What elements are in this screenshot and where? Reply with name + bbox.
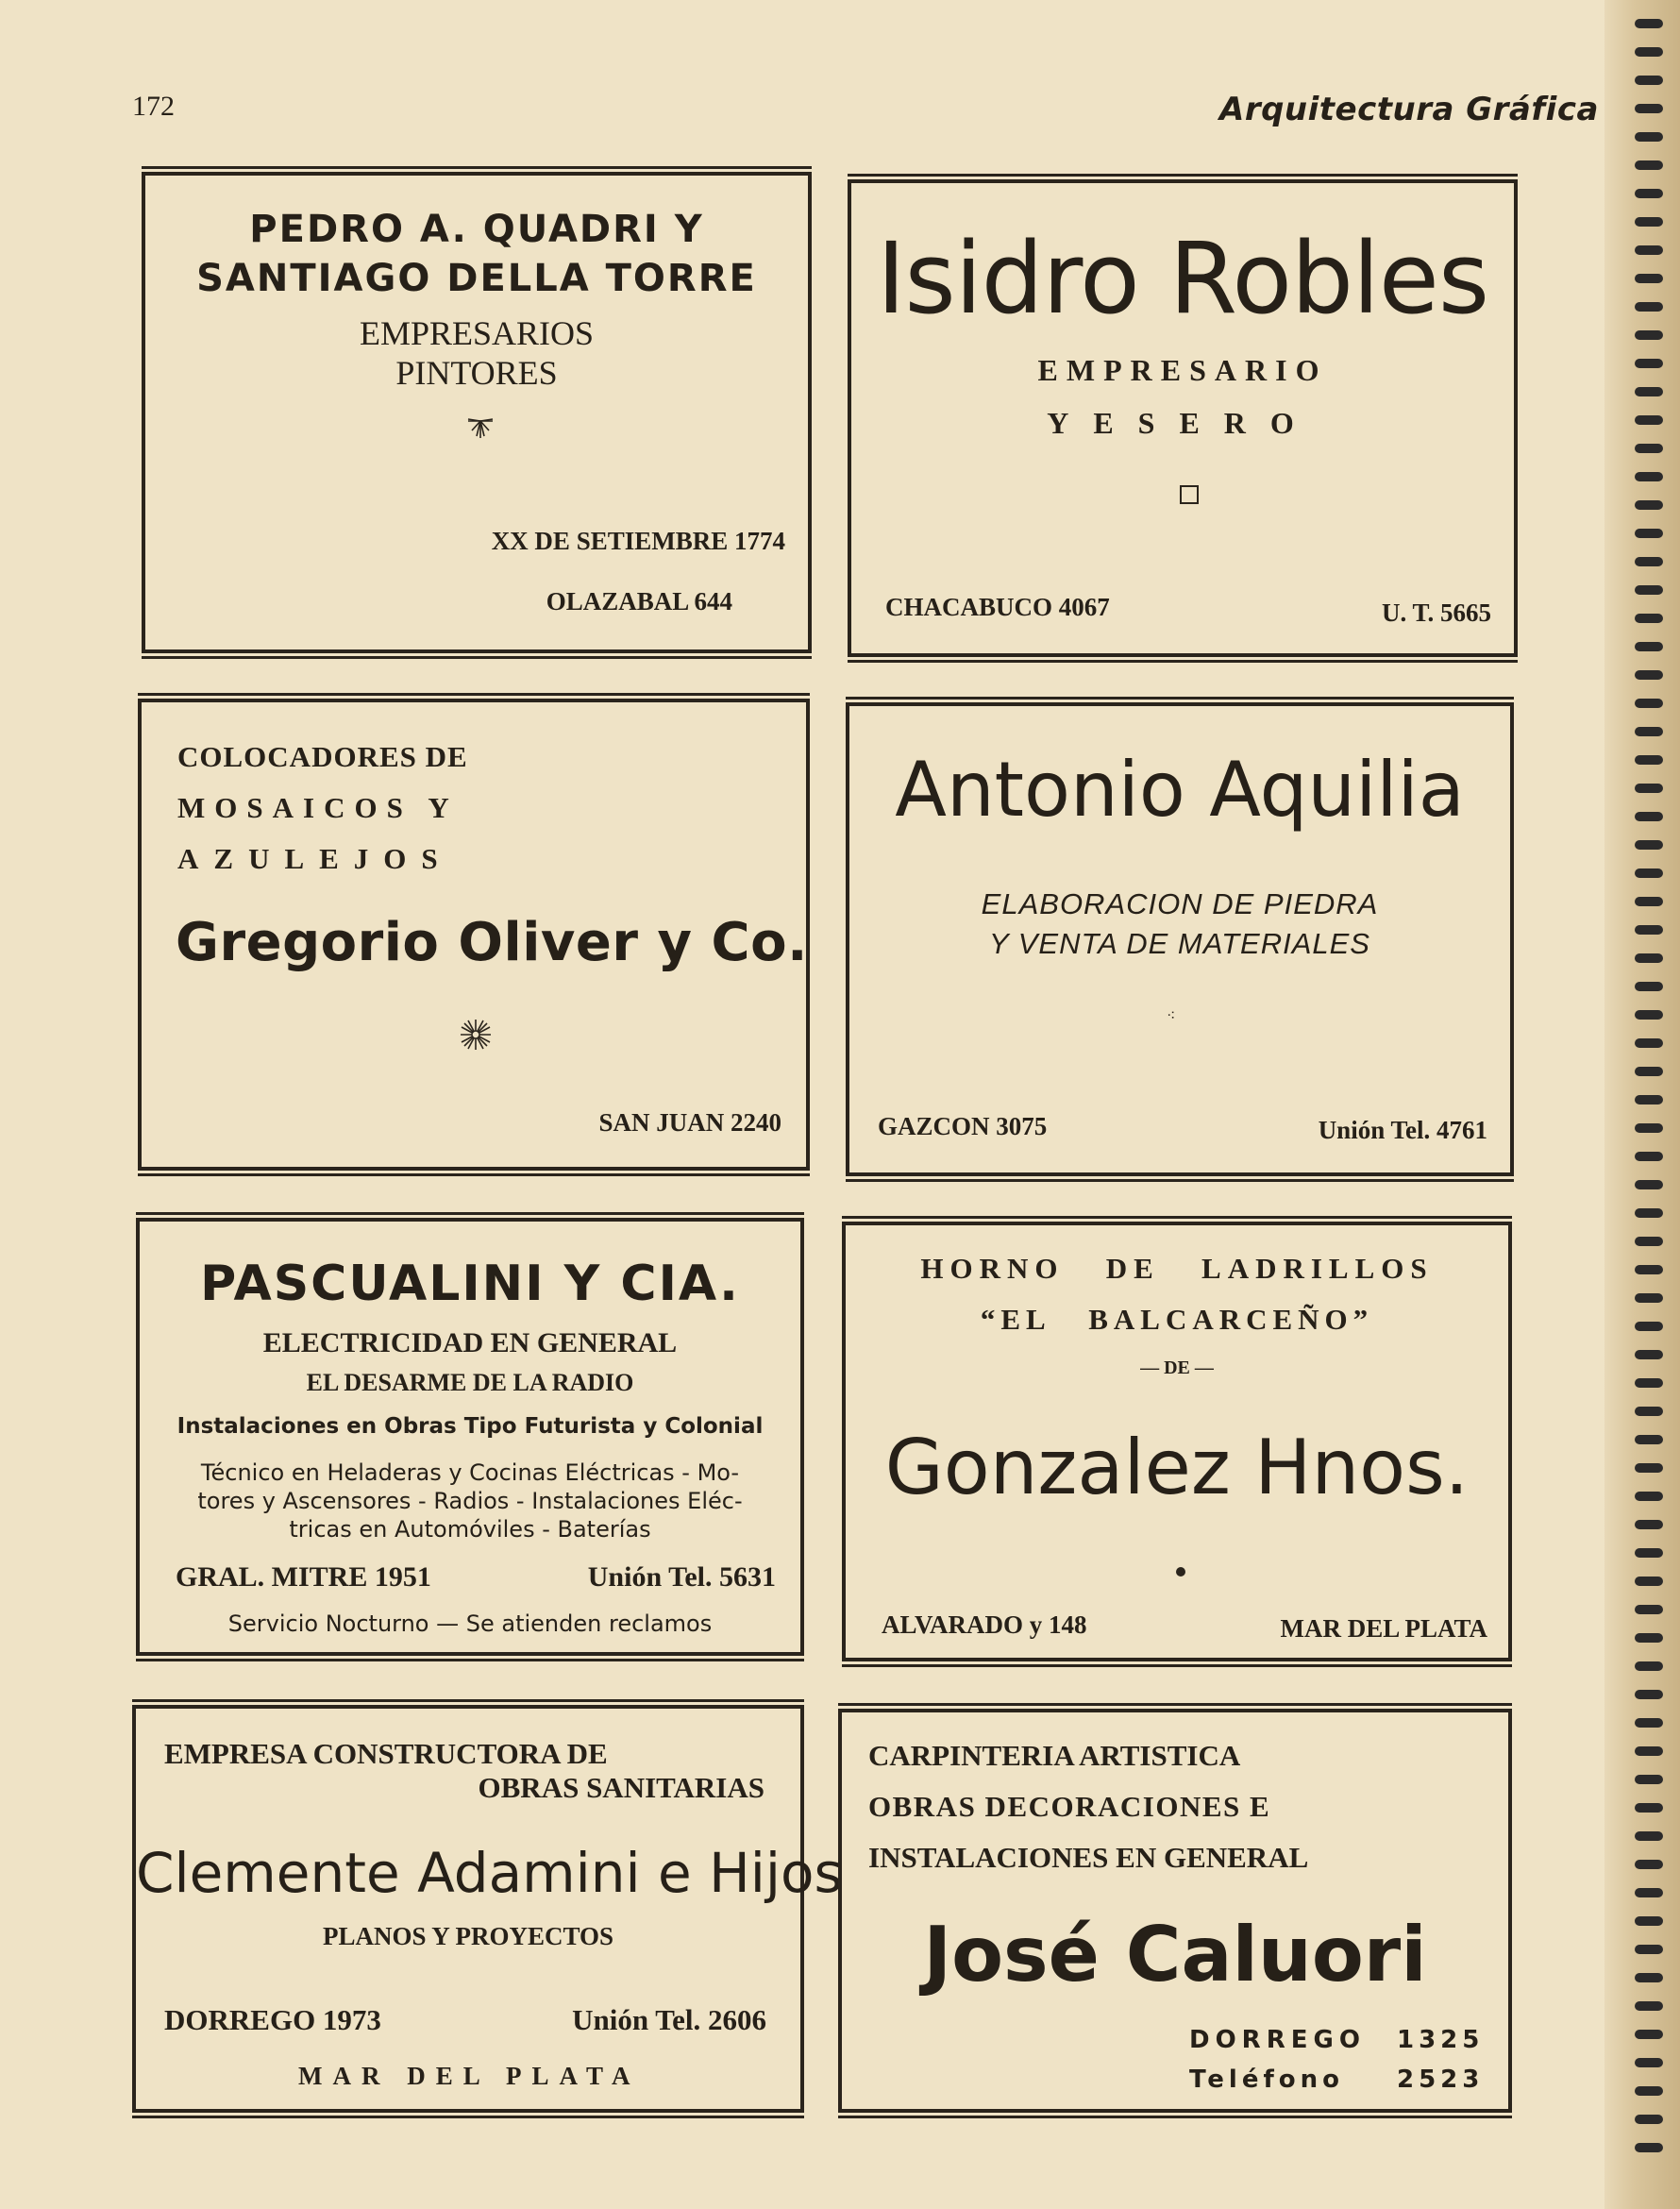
binding-ring <box>1631 1123 1669 1135</box>
ad-adamini-line3: PLANOS Y PROYECTOS <box>322 1922 614 1950</box>
ad-robles-address: CHACABUCO 4067 <box>885 593 1110 621</box>
binding-ring <box>1631 1661 1669 1673</box>
square-ornament-icon <box>1180 485 1199 504</box>
binding-ring <box>1631 1746 1669 1758</box>
ad-aquilia-name: Antonio Aquilia <box>895 746 1465 834</box>
binding-ring <box>1631 2115 1669 2126</box>
binding-ring <box>1631 2001 1669 2013</box>
binding-ring <box>1631 132 1669 143</box>
sunburst-ornament-icon <box>466 417 495 440</box>
binding-ring <box>1631 1067 1669 1078</box>
binding-ring <box>1631 330 1669 342</box>
binding-ring <box>1631 1548 1669 1560</box>
binding-ring <box>1631 1322 1669 1333</box>
ad-gonzalez-line1: HORNO DE LADRILLOS <box>920 1252 1434 1285</box>
binding-ring <box>1631 444 1669 455</box>
ad-adamini-city: MAR DEL PLATA <box>298 2062 641 2090</box>
spiral-binding <box>1631 19 1672 2171</box>
ad-pascualini-line2: EL DESARME DE LA RADIO <box>306 1369 634 1396</box>
binding-ring <box>1631 1010 1669 1021</box>
binding-ring <box>1631 812 1669 823</box>
binding-ring <box>1631 359 1669 370</box>
ad-caluori-address-num: 1325 <box>1397 2026 1485 2054</box>
binding-ring <box>1631 840 1669 852</box>
ad-gonzalez <box>842 1222 1512 1661</box>
binding-ring <box>1631 1208 1669 1220</box>
binding-ring <box>1631 755 1669 767</box>
ad-caluori-line3: INSTALACIONES EN GENERAL <box>868 1841 1309 1874</box>
binding-ring <box>1631 1463 1669 1475</box>
ad-aquilia <box>846 702 1514 1176</box>
ad-pascualini-line1: ELECTRICIDAD EN GENERAL <box>262 1327 678 1358</box>
binding-ring <box>1631 670 1669 682</box>
ad-quadri-role-line1: EMPRESARIOS <box>359 314 595 352</box>
binding-ring <box>1631 387 1669 398</box>
page-number: 172 <box>132 91 175 122</box>
ad-pascualini-body3: tricas en Automóviles - Baterías <box>289 1516 651 1543</box>
ad-pascualini-line3: Instalaciones en Obras Tipo Futurista y Colonial <box>176 1414 764 1439</box>
binding-ring <box>1631 1407 1669 1418</box>
ad-robles <box>848 179 1518 657</box>
binding-ring <box>1631 1520 1669 1531</box>
ad-pascualini-body2: tores y Ascensores - Radios - Instalaciones Eléc- <box>197 1488 743 1514</box>
ad-quadri-name-line1: PEDRO A. QUADRI Y <box>249 208 704 251</box>
binding-ring <box>1631 302 1669 313</box>
ad-robles-role-line2: YESERO <box>1047 406 1319 440</box>
ad-quadri-name-line2: SANTIAGO DELLA TORRE <box>196 257 757 300</box>
binding-ring <box>1631 1860 1669 1871</box>
binding-ring <box>1631 19 1669 30</box>
binding-ring <box>1631 274 1669 285</box>
binding-ring <box>1631 2086 1669 2098</box>
binding-ring <box>1631 1775 1669 1786</box>
ad-aquilia-address: GAZCON 3075 <box>878 1112 1048 1140</box>
binding-ring <box>1631 1973 1669 1984</box>
ad-robles-role-line1: EMPRESARIO <box>1037 353 1328 387</box>
binding-ring <box>1631 1633 1669 1644</box>
binding-ring <box>1631 415 1669 427</box>
binding-ring <box>1631 925 1669 936</box>
ad-quadri <box>142 172 812 653</box>
binding-ring <box>1631 1492 1669 1503</box>
binding-ring <box>1631 472 1669 483</box>
ad-caluori-phone-label: Teléfono <box>1189 2066 1345 2094</box>
ad-pascualini-footer: Servicio Nocturno — Se atienden reclamos <box>227 1610 713 1637</box>
binding-ring <box>1631 76 1669 87</box>
ad-caluori-line2: OBRAS DECORACIONES E <box>868 1790 1271 1823</box>
binding-ring <box>1631 897 1669 908</box>
ad-oliver-line3: AZULEJOS <box>177 842 453 875</box>
binding-ring <box>1631 47 1669 59</box>
ad-gonzalez-name: Gonzalez Hnos. <box>884 1424 1470 1511</box>
ad-adamini-line1: EMPRESA CONSTRUCTORA DE <box>164 1737 608 1770</box>
ad-caluori <box>838 1709 1512 2113</box>
binding-ring <box>1631 1378 1669 1390</box>
ad-caluori-line1: CARPINTERIA ARTISTICA <box>868 1739 1241 1772</box>
ad-aquilia-phone: Unión Tel. 4761 <box>1318 1116 1487 1144</box>
binding-ring <box>1631 727 1669 738</box>
ad-caluori-name: José Caluori <box>923 1911 1427 1998</box>
binding-ring <box>1631 585 1669 597</box>
ad-adamini-line2: OBRAS SANITARIAS <box>478 1771 764 1804</box>
binding-ring <box>1631 868 1669 880</box>
ad-adamini-name: Clemente Adamini e Hijos <box>136 1841 843 1905</box>
ad-adamini-address: DORREGO 1973 <box>164 2003 381 2036</box>
ad-quadri-address1: XX DE SETIEMBRE 1774 <box>491 527 785 555</box>
ad-gonzalez-line2: “EL BALCARCEÑO” <box>980 1303 1374 1336</box>
binding-ring <box>1631 953 1669 965</box>
ad-oliver-address: SAN JUAN 2240 <box>598 1108 781 1137</box>
binding-ring <box>1631 1605 1669 1616</box>
binding-ring <box>1631 1888 1669 1899</box>
ad-oliver <box>138 699 810 1171</box>
binding-ring <box>1631 699 1669 710</box>
binding-ring <box>1631 1690 1669 1701</box>
binding-ring <box>1631 1237 1669 1248</box>
binding-ring <box>1631 1180 1669 1191</box>
ad-gonzalez-city: MAR DEL PLATA <box>1280 1614 1487 1643</box>
binding-ring <box>1631 529 1669 540</box>
binding-ring <box>1631 784 1669 795</box>
ad-oliver-name: Gregorio Oliver y Co. <box>176 912 808 973</box>
binding-ring <box>1631 642 1669 653</box>
ad-pascualini <box>136 1218 804 1656</box>
ad-aquilia-line2: Y VENTA DE MATERIALES <box>988 927 1370 960</box>
ad-oliver-line1: COLOCADORES DE <box>177 740 468 773</box>
binding-ring <box>1631 982 1669 993</box>
binding-ring <box>1631 104 1669 115</box>
ad-adamini-phone: Unión Tel. 2606 <box>572 2003 766 2036</box>
ad-oliver-line2: MOSAICOS Y <box>177 791 459 824</box>
binding-ring <box>1631 500 1669 512</box>
ad-caluori-phone-num: 2523 <box>1397 2066 1485 2094</box>
binding-ring <box>1631 1945 1669 1956</box>
ad-pascualini-address: GRAL. MITRE 1951 <box>176 1561 431 1593</box>
binding-ring <box>1631 1803 1669 1814</box>
binding-ring <box>1631 217 1669 228</box>
binding-ring <box>1631 1293 1669 1305</box>
binding-ring <box>1631 614 1669 625</box>
binding-ring <box>1631 189 1669 200</box>
magazine-title: Arquitectura Gráfica <box>1219 91 1599 128</box>
ad-adamini <box>132 1705 843 2113</box>
binding-ring <box>1631 245 1669 257</box>
ad-robles-phone: U. T. 5665 <box>1381 599 1491 627</box>
ad-robles-name: Isidro Robles <box>876 221 1489 336</box>
binding-ring <box>1631 1718 1669 1729</box>
ad-aquilia-line1: ELABORACION DE PIEDRA <box>981 887 1379 920</box>
binding-ring <box>1631 1435 1669 1446</box>
ad-gonzalez-address: ALVARADO y 148 <box>882 1610 1087 1639</box>
ad-pascualini-name: PASCUALINI Y CIA. <box>200 1256 740 1312</box>
binding-ring <box>1631 2030 1669 2041</box>
binding-ring <box>1631 1152 1669 1163</box>
small-ornament-icon: ⁖ <box>1167 1008 1176 1024</box>
binding-ring <box>1631 160 1669 172</box>
dot-ornament-icon <box>1176 1567 1185 1577</box>
binding-ring <box>1631 1265 1669 1276</box>
ad-quadri-role-line2: PINTORES <box>395 354 558 392</box>
ad-gonzalez-de: — DE — <box>1140 1357 1214 1378</box>
binding-ring <box>1631 2143 1669 2154</box>
binding-ring <box>1631 1831 1669 1843</box>
binding-ring <box>1631 1577 1669 1588</box>
binding-ring <box>1631 1038 1669 1050</box>
binding-ring <box>1631 1916 1669 1928</box>
binding-ring <box>1631 1095 1669 1106</box>
ad-quadri-address2: OLAZABAL 644 <box>546 587 732 615</box>
ad-caluori-address-label: DORREGO <box>1189 2026 1366 2054</box>
binding-ring <box>1631 557 1669 568</box>
sunburst-ornament-icon <box>459 1018 493 1052</box>
ad-pascualini-phone: Unión Tel. 5631 <box>587 1561 776 1593</box>
ad-pascualini-body1: Técnico en Heladeras y Cocinas Eléctricas - Mo- <box>200 1459 740 1486</box>
binding-ring <box>1631 1350 1669 1361</box>
binding-ring <box>1631 2058 1669 2069</box>
